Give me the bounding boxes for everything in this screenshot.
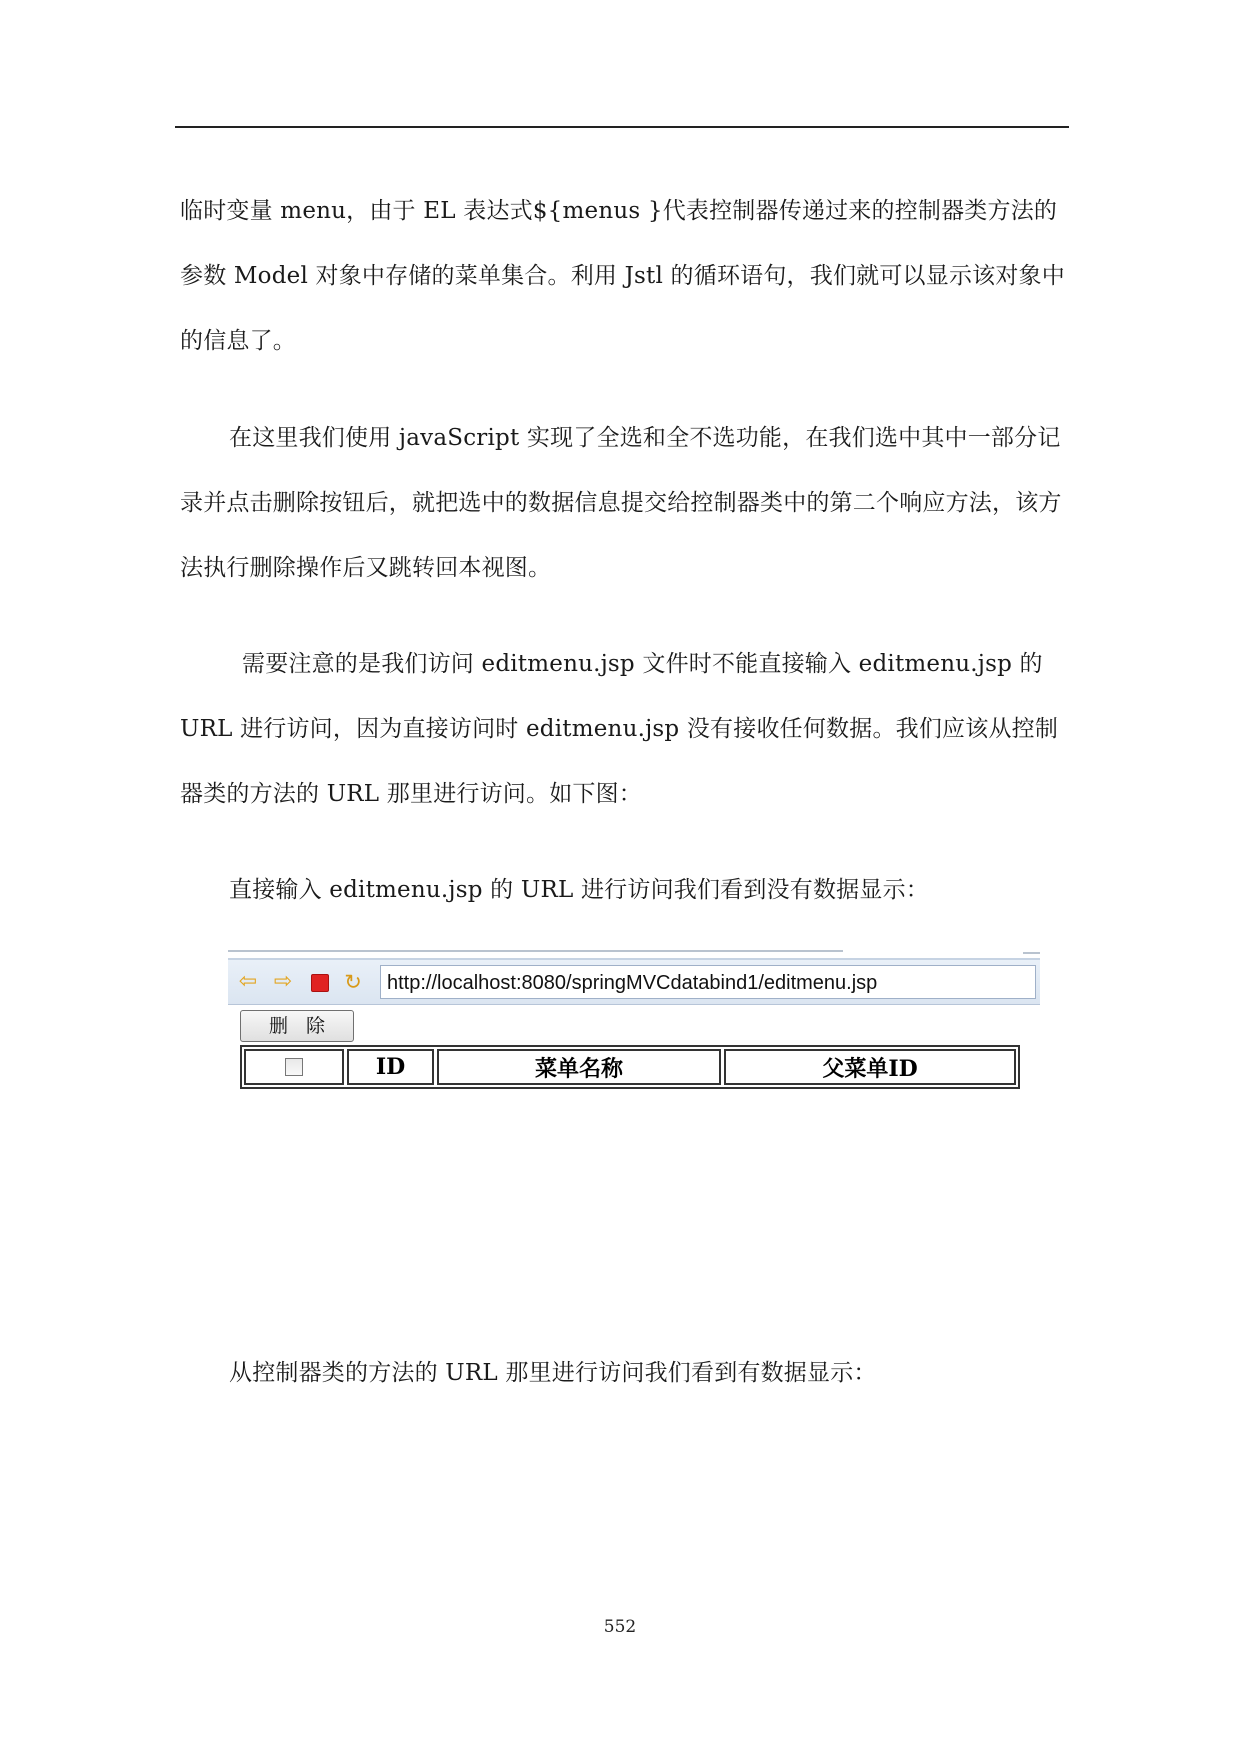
column-header-id: ID [347, 1049, 434, 1085]
address-bar[interactable]: http://localhost:8080/springMVCdatabind1/editmenu.jsp [380, 965, 1036, 999]
delete-button[interactable]: 删 除 [240, 1010, 354, 1042]
paragraph-4: 直接输入 editmenu.jsp 的 URL 进行访问我们看到没有数据显示： [229, 877, 929, 903]
embedded-browser-screenshot [228, 950, 1040, 1100]
page-number: 552 [603, 1617, 637, 1637]
select-all-checkbox[interactable] [285, 1058, 303, 1076]
refresh-icon[interactable]: ↻ [344, 970, 362, 994]
forward-arrow-icon[interactable]: ⇨ [273, 969, 293, 994]
window-top-line [228, 950, 843, 952]
browser-toolbar [228, 958, 1040, 1005]
paragraph-5: 从控制器类的方法的 URL 那里进行访问我们看到有数据显示： [229, 1360, 877, 1386]
back-arrow-icon[interactable]: ⇦ [238, 969, 258, 994]
paragraph-1: 临时变量 menu，由于 EL 表达式${menus }代表控制器传递过来的控制器类方法的参数 Model 对象中存储的菜单集合。利用 Jstl 的循环语句，我们就可以显示该对象中的信息了。 [180, 198, 1065, 354]
column-header-parent-id: 父菜单ID [724, 1049, 1016, 1085]
header-rule [175, 126, 1069, 128]
stop-icon[interactable] [311, 974, 329, 992]
paragraph-3: 需要注意的是我们访问 editmenu.jsp 文件时不能直接输入 editmenu.jsp 的 URL 进行访问，因为直接访问时 editmenu.jsp 没有接收任何数据。我们应该从控制器类的方法的 URL 那里进行访问。如下图： [180, 651, 1059, 807]
select-all-cell [244, 1049, 344, 1085]
menu-table-header [240, 1045, 1020, 1089]
window-top-line-right [1023, 952, 1040, 954]
column-header-menu-name: 菜单名称 [437, 1049, 721, 1085]
paragraph-2: 在这里我们使用 javaScript 实现了全选和全不选功能，在我们选中其中一部分记录并点击删除按钮后，就把选中的数据信息提交给控制器类中的第二个响应方法，该方法执行删除操作后又跳转回本视图。 [180, 425, 1062, 581]
